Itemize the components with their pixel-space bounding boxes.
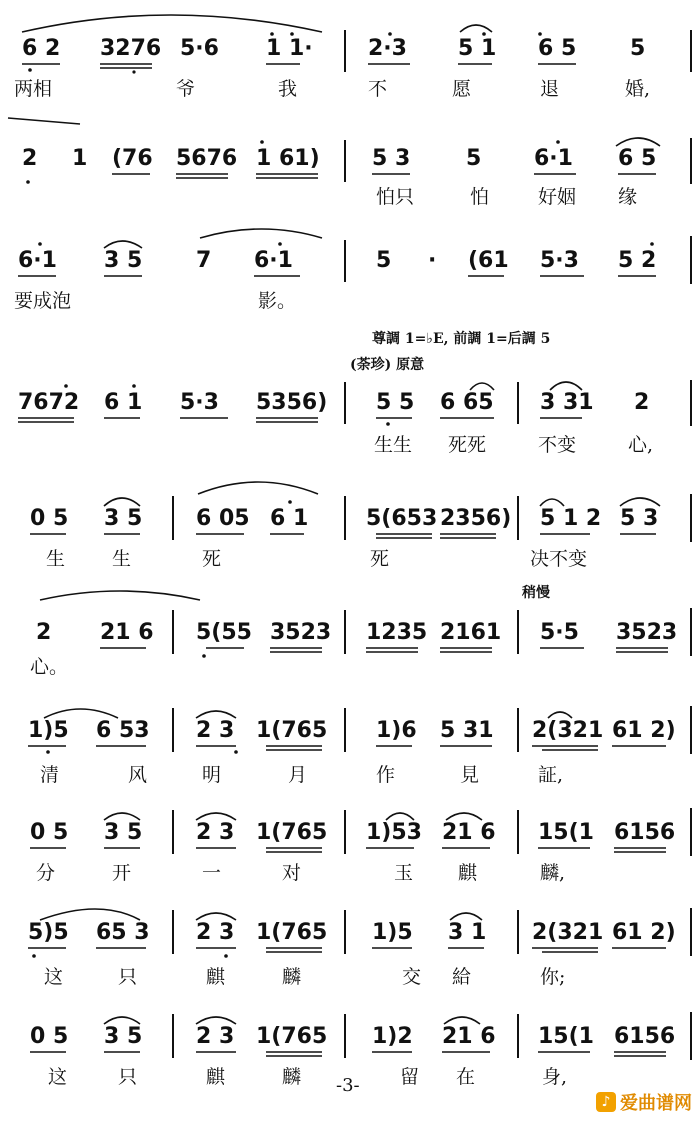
- note-group: 2 3: [196, 1024, 235, 1049]
- lyric: 这: [44, 966, 64, 988]
- note-group: (76: [112, 146, 153, 171]
- slur: [40, 591, 200, 600]
- slur: [616, 138, 660, 146]
- note-group: 1(765: [256, 920, 328, 945]
- lyric: 見: [460, 764, 480, 786]
- note-group: 1 1·: [266, 36, 313, 61]
- lyric: 死: [202, 548, 222, 570]
- note-group: 1(765: [256, 820, 328, 845]
- slur: [8, 118, 80, 124]
- lyric: 明: [202, 764, 222, 786]
- note-group: 21 6: [442, 820, 496, 845]
- tempo-marking: 稍慢: [522, 585, 550, 601]
- lyric: 在: [456, 1066, 476, 1088]
- note-group: 5 2: [618, 248, 657, 273]
- slur: [548, 712, 572, 718]
- note-group: 5: [466, 146, 482, 171]
- note-group: 6 5: [618, 146, 657, 171]
- note-group: 6156: [614, 1024, 676, 1049]
- slur: [200, 229, 322, 238]
- lyric: 只: [118, 1066, 138, 1088]
- slur: [104, 241, 142, 248]
- slur: [540, 499, 564, 506]
- lyric: 証,: [538, 764, 564, 786]
- lyric: 我: [278, 78, 298, 100]
- note-group: 7: [196, 248, 212, 273]
- lyric: 給: [452, 966, 472, 988]
- note-group: 7672: [18, 390, 80, 415]
- lyric: 月: [288, 764, 308, 786]
- slur: [460, 25, 492, 32]
- site-watermark: [596, 1089, 692, 1115]
- note-group: 5·5: [540, 620, 579, 645]
- note-group: 3523: [616, 620, 678, 645]
- note-group: 2161: [440, 620, 502, 645]
- note-group: 5)5: [28, 920, 69, 945]
- lyric: 影。: [258, 290, 297, 312]
- note-group: 0 5: [30, 820, 69, 845]
- note-group: 1(765: [256, 718, 328, 743]
- note-group: 6156: [614, 820, 676, 845]
- slur: [198, 482, 318, 494]
- lyric: 退: [540, 78, 560, 100]
- note-group: 2 3: [196, 920, 235, 945]
- note-group: 21 6: [100, 620, 154, 645]
- slur: [446, 813, 482, 820]
- note-group: 61 2): [612, 920, 676, 945]
- lyric: 麒: [206, 1066, 226, 1088]
- lyric: 死死: [448, 434, 487, 456]
- note-group: 5 31: [440, 718, 494, 743]
- lyric: 死: [370, 548, 390, 570]
- slur: [40, 909, 140, 920]
- lyric: 生: [46, 548, 66, 570]
- slur: [196, 813, 236, 820]
- lyric: 麒: [206, 966, 226, 988]
- note-group: 3 5: [104, 1024, 143, 1049]
- page-number: -3-: [336, 1075, 360, 1096]
- lyric: 婚,: [625, 78, 651, 100]
- lyric: 不变: [538, 434, 577, 456]
- note-group: 0 5: [30, 1024, 69, 1049]
- note-group: 6 1: [104, 390, 143, 415]
- lyric: 身,: [542, 1066, 568, 1088]
- note-group: 2: [22, 146, 38, 171]
- mode-note: (荼珍) 原意: [350, 357, 425, 373]
- note-group: 6·1: [18, 248, 57, 273]
- music-note-icon: ♪: [596, 1092, 616, 1112]
- note-group: 3523: [270, 620, 332, 645]
- note-group: 2(321: [532, 920, 604, 945]
- note-group: 3276: [100, 36, 162, 61]
- watermark-text: 爱曲谱网: [620, 1093, 692, 1114]
- slur: [444, 1017, 480, 1024]
- lyric: 愿: [452, 78, 472, 100]
- lyric: 麟: [282, 966, 302, 988]
- slur: [104, 498, 140, 506]
- note-group: 3 5: [104, 820, 143, 845]
- slur: [196, 711, 236, 718]
- note-group: 5356): [256, 390, 328, 415]
- lyric: 清: [40, 764, 60, 786]
- note-group: 5676: [176, 146, 238, 171]
- note-group: 5 1 2: [540, 506, 602, 531]
- lyric: 麟: [282, 1066, 302, 1088]
- note-group: 1)2: [372, 1024, 413, 1049]
- lyric: 不: [368, 78, 388, 100]
- lyric: 交: [402, 966, 422, 988]
- lyric: 麟,: [540, 862, 566, 884]
- slur: [386, 813, 414, 820]
- note-group: 3 31: [540, 390, 594, 415]
- slur: [620, 498, 660, 506]
- lyric: 缘: [618, 186, 638, 208]
- note-group: 5(55: [196, 620, 252, 645]
- note-group: 2: [634, 390, 650, 415]
- note-group: ·: [428, 248, 437, 273]
- lyric: 好姻: [538, 186, 577, 208]
- slur: [470, 383, 494, 390]
- note-group: 6 2: [22, 36, 61, 61]
- note-group: 6 1: [270, 506, 309, 531]
- lyric: 分: [36, 862, 56, 884]
- note-group: 2: [36, 620, 52, 645]
- note-group: 5·6: [180, 36, 219, 61]
- note-group: 5: [376, 248, 392, 273]
- note-group: 65 3: [96, 920, 150, 945]
- note-group: 1 61): [256, 146, 320, 171]
- slur: [550, 382, 582, 390]
- lyric: 这: [48, 1066, 68, 1088]
- note-group: 6·1: [254, 248, 293, 273]
- note-group: 5 1: [458, 36, 497, 61]
- lyric: 生: [112, 548, 132, 570]
- note-group: 6 65: [440, 390, 494, 415]
- note-group: 1)5: [372, 920, 413, 945]
- note-group: 15(1: [538, 820, 594, 845]
- slur: [104, 1017, 140, 1024]
- lyric: 留: [400, 1066, 420, 1088]
- note-group: 3 5: [104, 248, 143, 273]
- lyric: 对: [282, 862, 302, 884]
- lyric: 怕: [470, 186, 490, 208]
- note-group: 5: [630, 36, 646, 61]
- note-group: 2 3: [196, 820, 235, 845]
- note-group: 3 5: [104, 506, 143, 531]
- note-group: 1)5: [28, 718, 69, 743]
- note-group: 6 53: [96, 718, 150, 743]
- note-group: 5 5: [376, 390, 415, 415]
- note-group: 5 3: [372, 146, 411, 171]
- lyric: 决不变: [530, 548, 588, 570]
- note-group: 6 05: [196, 506, 250, 531]
- note-group: 5·3: [540, 248, 579, 273]
- note-group: 2·3: [368, 36, 407, 61]
- note-group: 2356): [440, 506, 512, 531]
- lyric: 开: [112, 862, 132, 884]
- note-group: 2 3: [196, 718, 235, 743]
- slur: [44, 709, 118, 718]
- lyric: 一: [202, 862, 222, 884]
- note-group: 1235: [366, 620, 428, 645]
- note-group: 61 2): [612, 718, 676, 743]
- lyric: 作: [376, 764, 396, 786]
- note-group: 5·3: [180, 390, 219, 415]
- note-group: 15(1: [538, 1024, 594, 1049]
- key-change-note: 尊調 1=♭E, 前調 1=后調 5: [372, 331, 551, 347]
- note-group: 1)6: [376, 718, 417, 743]
- note-group: 1: [72, 146, 88, 171]
- note-group: 0 5: [30, 506, 69, 531]
- note-group: 5(653: [366, 506, 438, 531]
- lyric: 要成泡: [14, 290, 72, 312]
- slur: [22, 15, 322, 32]
- lyric: 麒: [458, 862, 478, 884]
- lyric: 爷: [176, 78, 196, 100]
- lyric: 两相: [14, 78, 53, 100]
- slur: [196, 1017, 236, 1024]
- lyric: 生生: [374, 434, 413, 456]
- note-group: 6·1: [534, 146, 573, 171]
- slur: [450, 913, 482, 920]
- note-group: 1)53: [366, 820, 422, 845]
- note-group: 5 3: [620, 506, 659, 531]
- note-group: 1(765: [256, 1024, 328, 1049]
- lyric: 你;: [540, 966, 566, 988]
- lyric: 风: [128, 764, 148, 786]
- note-group: 6 5: [538, 36, 577, 61]
- note-group: 3 1: [448, 920, 487, 945]
- lyric: 只: [118, 966, 138, 988]
- slur: [104, 813, 140, 820]
- note-group: 2(321: [532, 718, 604, 743]
- lyric: 怕只: [376, 186, 415, 208]
- note-group: 21 6: [442, 1024, 496, 1049]
- lyric: 心,: [628, 434, 654, 456]
- note-group: (61: [468, 248, 509, 273]
- lyric: 心。: [30, 656, 69, 678]
- slur: [196, 913, 236, 920]
- lyric: 玉: [394, 862, 414, 884]
